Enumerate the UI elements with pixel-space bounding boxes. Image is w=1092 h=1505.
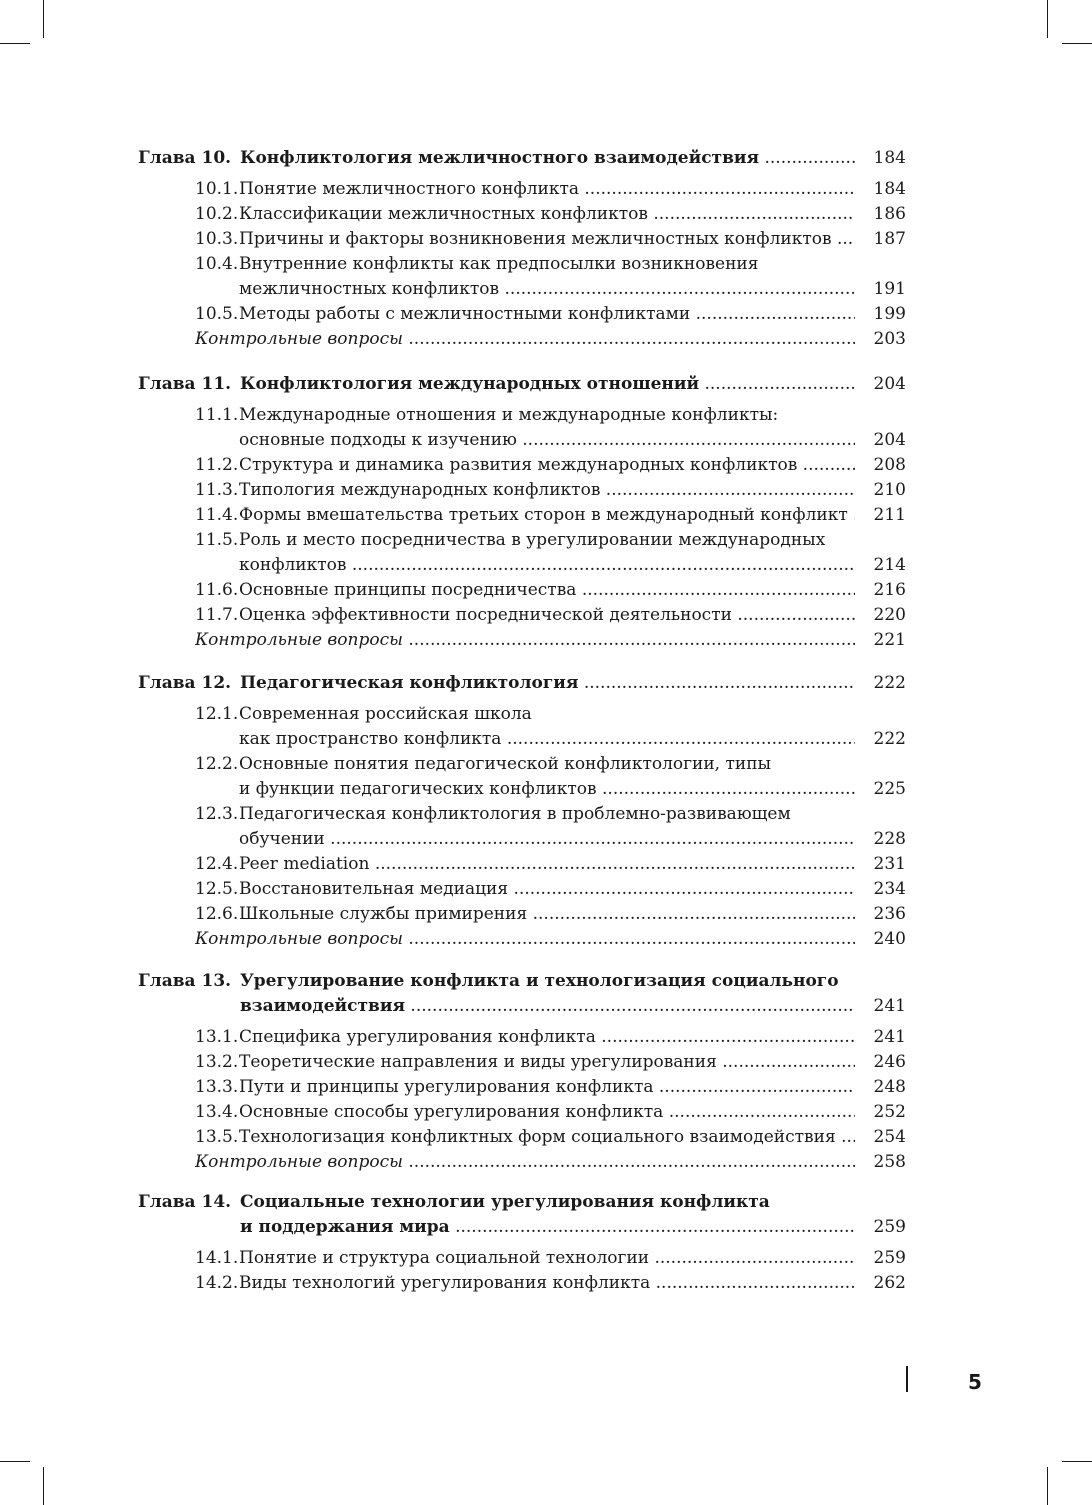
page-ref: 234 (873, 879, 906, 899)
page-ref: 187 (873, 229, 906, 249)
section-entry-continuation[interactable] (0, 428, 1092, 453)
section-title: Причины и факторы возникновения межличностных конфликтов ..... (239, 227, 855, 252)
page-ref: 204 (873, 430, 906, 450)
section-number: 12.5. (195, 879, 239, 899)
page-ref: 236 (873, 904, 906, 924)
section-entry[interactable] (0, 802, 1092, 827)
section-entry[interactable] (0, 877, 1092, 902)
crop-mark (43, 0, 44, 38)
chapter-title-line1: Социальные технологии урегулирования конфликта (240, 1192, 770, 1212)
section-number: 11.5. (195, 530, 239, 550)
section-number: 11.7. (195, 605, 239, 625)
section-title-line1: Основные понятия педагогической конфликтологии, типы (239, 754, 772, 774)
section-entry[interactable] (0, 1050, 1092, 1075)
page-ref: 184 (873, 148, 906, 168)
section-title-line2: и функции педагогических конфликтов ..... (239, 777, 855, 802)
section-number: 11.6. (195, 580, 239, 600)
section-title: Пути и принципы урегулирования конфликта ..... (239, 1075, 855, 1100)
section-entry[interactable] (0, 852, 1092, 877)
page-ref: 241 (873, 1027, 906, 1047)
section-entry-continuation[interactable] (0, 277, 1092, 302)
section-number: 13.5. (195, 1127, 239, 1147)
chapter-title-line2: и поддержания мира ..... (240, 1215, 855, 1240)
page-ref: 210 (873, 480, 906, 500)
chapter-title-line1: Урегулирование конфликта и технологизация социального (240, 971, 839, 991)
section-number: 13.3. (195, 1077, 239, 1097)
chapter-heading[interactable] (0, 146, 1092, 171)
chapter-heading[interactable] (0, 969, 1092, 994)
section-title: Восстановительная медиация ..... (239, 877, 855, 902)
page-ref: 258 (873, 1152, 906, 1172)
section-title: Специфика урегулирования конфликта ..... (239, 1025, 855, 1050)
section-entry[interactable] (0, 603, 1092, 628)
page-number: 5 (968, 1370, 982, 1394)
section-entry[interactable] (0, 528, 1092, 553)
section-entry[interactable] (0, 902, 1092, 927)
page-ref: 262 (873, 1273, 906, 1293)
section-number: 14.2. (195, 1273, 239, 1293)
section-number: 12.3. (195, 804, 239, 824)
chapter-title: Конфликтология международных отношений ..... (240, 372, 855, 397)
section-number: 13.4. (195, 1102, 239, 1122)
section-title: Основные способы урегулирования конфликта ..... (239, 1100, 855, 1125)
section-entry[interactable] (0, 1271, 1092, 1296)
section-number: 11.2. (195, 455, 239, 475)
section-title: Типология международных конфликтов ..... (239, 478, 855, 503)
questions-title: Контрольные вопросы ..... (195, 1150, 855, 1175)
section-title-line2: межличностных конфликтов ..... (239, 277, 855, 302)
page-ref: 241 (873, 996, 906, 1016)
section-entry-continuation[interactable] (0, 827, 1092, 852)
section-entry[interactable] (0, 702, 1092, 727)
section-entry[interactable] (0, 752, 1092, 777)
section-number: 10.3. (195, 229, 239, 249)
page-ref: 221 (873, 630, 906, 650)
section-title-line1: Современная российская школа (239, 704, 532, 724)
section-title: Структура и динамика развития международных конфликтов ..... (239, 453, 855, 478)
page-ref: 214 (873, 555, 906, 575)
questions-title: Контрольные вопросы ..... (195, 628, 855, 653)
section-entry[interactable] (0, 453, 1092, 478)
section-entry[interactable] (0, 578, 1092, 603)
section-number: 10.5. (195, 304, 239, 324)
section-title: Виды технологий урегулирования конфликта ..... (239, 1271, 855, 1296)
chapter-heading[interactable] (0, 671, 1092, 696)
page-ref: 254 (873, 1127, 906, 1147)
crop-mark (1062, 1461, 1092, 1462)
section-entry[interactable] (0, 202, 1092, 227)
page-ref: 252 (873, 1102, 906, 1122)
section-entry[interactable] (0, 1125, 1092, 1150)
chapter-label: Глава 10. (138, 148, 232, 168)
page-ref: 259 (873, 1217, 906, 1237)
crop-mark (1047, 0, 1048, 38)
questions-entry[interactable] (0, 927, 1092, 952)
section-entry[interactable] (0, 252, 1092, 277)
chapter-heading-continuation[interactable] (0, 994, 1092, 1019)
section-title-line1: Роль и место посредничества в урегулировании международных (239, 530, 826, 550)
section-number: 14.1. (195, 1248, 239, 1268)
page-ref: 199 (873, 304, 906, 324)
section-entry[interactable] (0, 478, 1092, 503)
section-number: 12.1. (195, 704, 239, 724)
questions-title: Контрольные вопросы ..... (195, 327, 855, 352)
page-number-rule (906, 1366, 908, 1392)
section-title-line2: обучении ..... (239, 827, 855, 852)
section-title: Теоретические направления и виды урегулирования ..... (239, 1050, 855, 1075)
section-number: 13.1. (195, 1027, 239, 1047)
page-ref: 259 (873, 1248, 906, 1268)
questions-title: Контрольные вопросы ..... (195, 927, 855, 952)
questions-entry[interactable] (0, 1150, 1092, 1175)
page-ref: 222 (873, 729, 906, 749)
crop-mark (0, 1461, 30, 1462)
section-title-line2: как пространство конфликта ..... (239, 727, 855, 752)
section-number: 10.2. (195, 204, 239, 224)
page-ref: 184 (873, 179, 906, 199)
section-number: 10.4. (195, 254, 239, 274)
page-ref: 204 (873, 374, 906, 394)
section-entry[interactable] (0, 1246, 1092, 1271)
section-title: Peer mediation ..... (239, 852, 855, 877)
chapter-label: Глава 11. (138, 374, 232, 394)
page-ref: 220 (873, 605, 906, 625)
section-title: Понятие межличностного конфликта ..... (239, 177, 855, 202)
section-entry[interactable] (0, 1025, 1092, 1050)
section-title-line2: конфликтов ..... (239, 553, 855, 578)
section-title-line1: Педагогическая конфликтология в проблемно-развивающем (239, 804, 791, 824)
page-ref: 191 (873, 279, 906, 299)
section-number: 13.2. (195, 1052, 239, 1072)
section-entry[interactable] (0, 403, 1092, 428)
page-ref: 228 (873, 829, 906, 849)
chapter-title-line2: взаимодействия ..... (240, 994, 855, 1019)
page-ref: 231 (873, 854, 906, 874)
section-entry[interactable] (0, 1100, 1092, 1125)
section-number: 12.6. (195, 904, 239, 924)
section-title-line2: основные подходы к изучению ..... (239, 428, 855, 453)
chapter-heading[interactable] (0, 1190, 1092, 1215)
section-title: Школьные службы примирения ..... (239, 902, 855, 927)
section-number: 12.2. (195, 754, 239, 774)
crop-mark (1062, 43, 1092, 44)
section-number: 11.3. (195, 480, 239, 500)
section-entry-continuation[interactable] (0, 553, 1092, 578)
section-title-line1: Международные отношения и международные конфликты: (239, 405, 779, 425)
chapter-label: Глава 13. (138, 971, 232, 991)
page-ref: 225 (873, 779, 906, 799)
chapter-title: Педагогическая конфликтология ..... (240, 671, 855, 696)
section-title: Формы вмешательства третьих сторон в международный конфликт ..... (239, 503, 855, 528)
section-title-line1: Внутренние конфликты как предпосылки возникновения (239, 254, 759, 274)
section-entry[interactable] (0, 227, 1092, 252)
section-number: 11.4. (195, 505, 239, 525)
section-entry[interactable] (0, 1075, 1092, 1100)
crop-mark (1047, 1467, 1048, 1505)
section-number: 11.1. (195, 405, 239, 425)
section-number: 12.4. (195, 854, 239, 874)
chapter-heading[interactable] (0, 372, 1092, 397)
chapter-label: Глава 12. (138, 673, 232, 693)
page-ref: 246 (873, 1052, 906, 1072)
questions-entry[interactable] (0, 327, 1092, 352)
crop-mark (43, 1467, 44, 1505)
page-ref: 216 (873, 580, 906, 600)
section-entry-continuation[interactable] (0, 777, 1092, 802)
crop-mark (0, 43, 30, 44)
section-title: Классификации межличностных конфликтов ..... (239, 202, 855, 227)
page-ref: 222 (873, 673, 906, 693)
section-number: 10.1. (195, 179, 239, 199)
section-entry[interactable] (0, 177, 1092, 202)
section-title: Методы работы с межличностными конфликтами ..... (239, 302, 855, 327)
chapter-title: Конфликтология межличностного взаимодействия ..... (240, 146, 855, 171)
chapter-heading-continuation[interactable] (0, 1215, 1092, 1240)
page-ref: 208 (873, 455, 906, 475)
questions-entry[interactable] (0, 628, 1092, 653)
page-ref: 240 (873, 929, 906, 949)
page-ref: 211 (873, 505, 906, 525)
section-entry[interactable] (0, 503, 1092, 528)
section-title: Оценка эффективности посреднической деятельности ..... (239, 603, 855, 628)
section-title: Технологизация конфликтных форм социального взаимодействия ..... (239, 1125, 855, 1150)
section-entry[interactable] (0, 302, 1092, 327)
chapter-label: Глава 14. (138, 1192, 232, 1212)
page-ref: 203 (873, 329, 906, 349)
page-ref: 248 (873, 1077, 906, 1097)
section-title: Понятие и структура социальной технологии ..... (239, 1246, 855, 1271)
section-entry-continuation[interactable] (0, 727, 1092, 752)
section-title: Основные принципы посредничества ..... (239, 578, 855, 603)
page-ref: 186 (873, 204, 906, 224)
